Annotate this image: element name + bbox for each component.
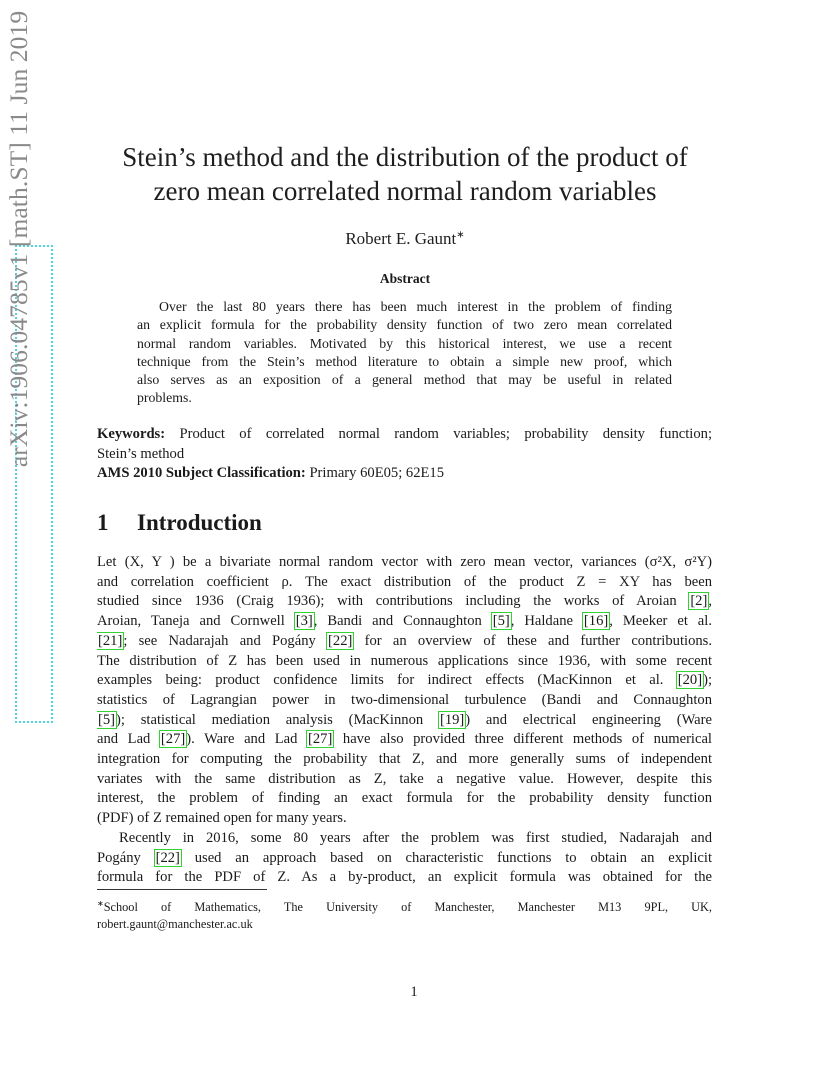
title-line-2: zero mean correlated normal random variables <box>153 176 657 206</box>
footnote <box>97 896 712 932</box>
abstract-heading: Abstract <box>379 271 431 286</box>
citation-link[interactable]: [16] <box>583 613 609 630</box>
body-line: Aroian, Taneja and Cornwell [3], Bandi and Connaughton [5], Haldane [16], Meeker et al. <box>97 613 712 630</box>
citation-link[interactable]: [22] <box>155 849 180 866</box>
body-line: Let (X, Y ) be a bivariate normal random vector with zero mean vector, variances (σ²X, σ²Y) <box>97 554 712 570</box>
section-title: Introduction <box>137 510 262 535</box>
body-line: [21]; see Nadarajah and Pogány [22] for an overview of these and further contributions. <box>98 632 712 649</box>
abstract-line: Over the last 80 years there has been much interest in the problem of finding <box>159 299 672 314</box>
body-line: variates with the same distribution as Z, take a negative value. However, despite this <box>97 770 712 787</box>
paper-title <box>80 140 730 208</box>
body-line: statistics of Lagrangian power in two-dimensional turbulence (Bandi and Connaughton <box>97 691 712 708</box>
ams-text: Primary 60E05; 62E15 <box>309 465 445 481</box>
body-line: formula for the PDF of Z. As a by-product, an explicit formula was obtained for the <box>97 869 712 886</box>
ams-classification <box>97 464 712 484</box>
citation-link[interactable]: [19] <box>439 711 465 728</box>
section-heading <box>97 510 262 536</box>
citation-link[interactable]: [22] <box>328 632 353 649</box>
body-line: studied since 1936 (Craig 1936); with contributions including the works of Aroian [2], <box>97 593 712 610</box>
body-line: Pogány [22] used an approach based on characteristic functions to obtain an explicit <box>97 849 712 866</box>
author-name: Robert E. Gaunt <box>345 229 457 248</box>
citation-link[interactable]: [20] <box>677 672 703 689</box>
author <box>80 229 730 249</box>
arxiv-identifier[interactable]: arXiv:1906.04785v1 [math.ST] 11 Jun 2019 <box>4 10 33 468</box>
body-line: The distribution of Z has been used in numerous applications since 1936, with some recent <box>97 652 712 669</box>
ams-label: AMS 2010 Subject Classification: <box>97 465 306 481</box>
citation-link[interactable]: [5] <box>98 711 116 728</box>
citation-link[interactable]: [2] <box>690 593 708 610</box>
abstract-line: an explicit formula for the probability density function of two zero mean correlated <box>137 317 672 333</box>
citation-link[interactable]: [27] <box>160 731 186 748</box>
keywords-line-1 <box>97 425 712 445</box>
introduction-body <box>97 553 712 888</box>
footnote-line-1: ∗School of Mathematics, The University of Manchester, Manchester M13 9PL, UK, <box>97 899 712 915</box>
citation-link[interactable]: [3] <box>295 613 313 630</box>
title-line-1: Stein’s method and the distribution of the product of <box>122 142 688 172</box>
citation-link[interactable]: [27] <box>308 731 333 748</box>
footnote-email[interactable]: robert.gaunt@manchester.ac.uk <box>97 916 253 931</box>
footnote-rule <box>97 889 267 890</box>
body-line: and Lad [27]). Ware and Lad [27] have also provided three different methods of numerical <box>97 731 712 748</box>
keywords-label: Keywords: <box>97 426 166 442</box>
abstract-body <box>137 298 672 408</box>
citation-link[interactable]: [5] <box>492 613 510 630</box>
body-line: [5]); statistical mediation analysis (MacKinnon [19]) and electrical engineering (Ware <box>98 711 712 728</box>
body-line: interest, the problem of finding an exact formula for the probability density function <box>97 790 712 807</box>
author-footnote-marker[interactable]: ∗ <box>456 229 465 241</box>
citation-link[interactable]: [21] <box>98 632 123 649</box>
abstract-line: problems. <box>137 390 192 406</box>
page-number: 1 <box>410 984 418 1000</box>
body-line: (PDF) of Z remained open for many years. <box>97 810 347 827</box>
abstract-line: normal random variables. Motivated by this historical interest, we use a recent <box>137 335 672 351</box>
keywords-text: Product of correlated normal random variables; probability density function; <box>179 426 712 442</box>
body-line: Recently in 2016, some 80 years after the problem was first studied, Nadarajah and <box>119 829 712 846</box>
body-line: integration for computing the probability that Z, and more generally sums of independent <box>97 751 712 768</box>
section-number: 1 <box>97 510 109 535</box>
keywords-line-2: Stein’s method <box>97 445 185 462</box>
abstract-line: technique from the Stein’s method literature to obtain a simple new proof, which <box>137 353 672 369</box>
keywords-block <box>97 425 712 484</box>
footnote-marker: ∗ <box>97 899 104 908</box>
body-line: examples being: product confidence limits for indirect effects (MacKinnon et al. [20]); <box>97 672 712 689</box>
abstract-line: also serves as an exposition of a general method that may be useful in related <box>137 372 672 388</box>
body-line: and correlation coefficient ρ. The exact distribution of the product Z = XY has been <box>97 573 712 590</box>
